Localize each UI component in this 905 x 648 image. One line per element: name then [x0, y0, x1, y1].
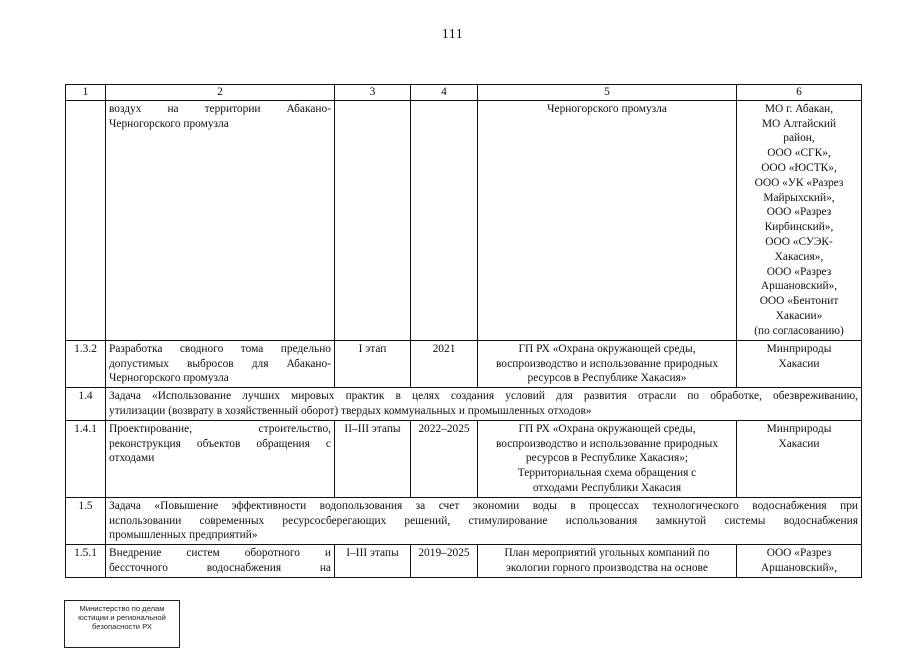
measure-cell — [106, 340, 335, 387]
row-number-cell: 1.5 — [66, 497, 106, 544]
cell-line: Минприроды — [766, 342, 832, 355]
cell-line: Территориальная схема обращения с — [517, 467, 697, 480]
cell-line: Хакасии» — [775, 309, 823, 322]
registration-stamp — [64, 600, 180, 648]
year-cell: 2021 — [411, 340, 478, 387]
cell-line: ООО «СГК», — [767, 147, 831, 160]
row-number-cell: 1.4 — [66, 388, 106, 421]
cell-line: реконструкция объектов обращения с — [109, 437, 331, 450]
task-cell — [106, 497, 862, 544]
cell-line: ООО «Разрез — [766, 547, 832, 560]
row-number-cell — [66, 100, 106, 340]
cell-line: утилизации (возврату в хозяйственный оборот) твердых коммунальных и промышленных отходов» — [109, 404, 592, 417]
year-cell: 2022–2025 — [411, 420, 478, 497]
cell-line: Внедрение систем оборотного и — [109, 547, 331, 560]
source-cell — [478, 420, 737, 497]
table-row — [66, 100, 862, 340]
cell-line: ГП РХ «Охрана окружающей среды, — [518, 342, 696, 355]
executor-cell — [737, 340, 862, 387]
cell-line: промышленных предприятий» — [109, 529, 258, 542]
source-cell — [478, 340, 737, 387]
cell-line: Майрыхский», — [763, 191, 835, 204]
cell-line: использовании современных ресурсосберегающих решений, стимулирование использования замкнутой системы водоснабжения — [109, 514, 858, 527]
stage-cell — [335, 100, 411, 340]
measure-cell — [106, 100, 335, 340]
cell-line: (по согласованию) — [754, 324, 844, 337]
measures-table — [65, 84, 862, 578]
executor-cell — [737, 545, 862, 578]
stage-cell: II–III этапы — [335, 420, 411, 497]
row-number-cell: 1.3.2 — [66, 340, 106, 387]
source-cell — [478, 545, 737, 578]
table-row — [66, 545, 862, 578]
executor-cell — [737, 100, 862, 340]
table-row — [66, 340, 862, 387]
cell-line: ООО «ЮСТК», — [761, 161, 837, 174]
stage-cell: I–III этапы — [335, 545, 411, 578]
stamp-line: безопасности РХ — [92, 622, 152, 631]
measure-cell — [106, 420, 335, 497]
year-cell — [411, 100, 478, 340]
cell-line: Кирбинский», — [764, 221, 834, 234]
cell-line: Проектирование, строительство, — [109, 422, 331, 435]
cell-line: отходами — [109, 452, 155, 465]
cell-line: ресурсов в Республике Хакасия»; — [525, 452, 689, 465]
page-number: 111 — [441, 27, 464, 42]
cell-line: Разработка сводного тома предельно — [109, 342, 331, 355]
header-cell: 1 — [66, 85, 106, 101]
task-cell — [106, 388, 862, 421]
cell-line: Минприроды — [766, 422, 832, 435]
header-cell: 3 — [335, 85, 411, 101]
cell-line: ООО «Разрез — [766, 206, 832, 219]
stage-cell: I этап — [335, 340, 411, 387]
header-cell: 5 — [478, 85, 737, 101]
cell-line: МО Алтайский — [761, 117, 837, 130]
cell-line: Задача «Повышение эффективности водопользования за счет экономии воды в процессах технологического водоснабжения при — [109, 499, 858, 512]
cell-line: воспроизводство и использование природных — [495, 437, 719, 450]
measure-cell — [106, 545, 335, 578]
header-cell: 6 — [737, 85, 862, 101]
cell-line: Аршановский», — [760, 561, 838, 574]
cell-line: Черногорского промузла — [109, 117, 229, 130]
cell-line: Хакасия», — [774, 250, 824, 263]
table-header-row — [66, 85, 862, 101]
header-cell: 4 — [411, 85, 478, 101]
table-row — [66, 388, 862, 421]
cell-line: ООО «УК «Разрез — [754, 176, 844, 189]
cell-line: Хакасии — [778, 437, 820, 450]
year-cell: 2019–2025 — [411, 545, 478, 578]
cell-line: ресурсов в Республике Хакасия» — [527, 372, 687, 385]
table-row — [66, 497, 862, 544]
cell-line: Аршановский», — [760, 280, 838, 293]
stamp-line: юстиции и региональной — [78, 613, 166, 622]
cell-line: воздух на территории Абакано- — [109, 102, 331, 115]
cell-line: Хакасии — [778, 357, 820, 370]
executor-cell — [737, 420, 862, 497]
source-cell: Черногорского промузла — [478, 100, 737, 340]
cell-line: допустимых выбросов для Абакано- — [109, 357, 331, 370]
cell-line: воспроизводство и использование природных — [495, 357, 719, 370]
cell-line: План мероприятий угольных компаний по — [504, 547, 710, 560]
cell-line: район, — [783, 132, 815, 145]
cell-line: ГП РХ «Охрана окружающей среды, — [518, 422, 696, 435]
table-row — [66, 420, 862, 497]
cell-line: экологии горного производства на основе — [506, 561, 708, 574]
cell-line: ООО «Бентонит — [759, 295, 839, 308]
cell-line: Черногорского промузла — [109, 372, 229, 385]
row-number-cell: 1.5.1 — [66, 545, 106, 578]
cell-line: МО г. Абакан, — [764, 102, 834, 115]
cell-line: ООО «Разрез — [766, 265, 832, 278]
header-cell: 2 — [106, 85, 335, 101]
cell-line: Задача «Использование лучших мировых практик в целях создания условий для развития отрасли по обработке, обезвреживанию, — [109, 390, 858, 403]
row-number-cell: 1.4.1 — [66, 420, 106, 497]
cell-line: отходами Республики Хакасия — [532, 481, 682, 494]
cell-line: бессточного водоснабжения на — [109, 561, 331, 574]
cell-line: ООО «СУЭК- — [765, 235, 833, 248]
stamp-line: Министерство по делам — [79, 604, 165, 613]
